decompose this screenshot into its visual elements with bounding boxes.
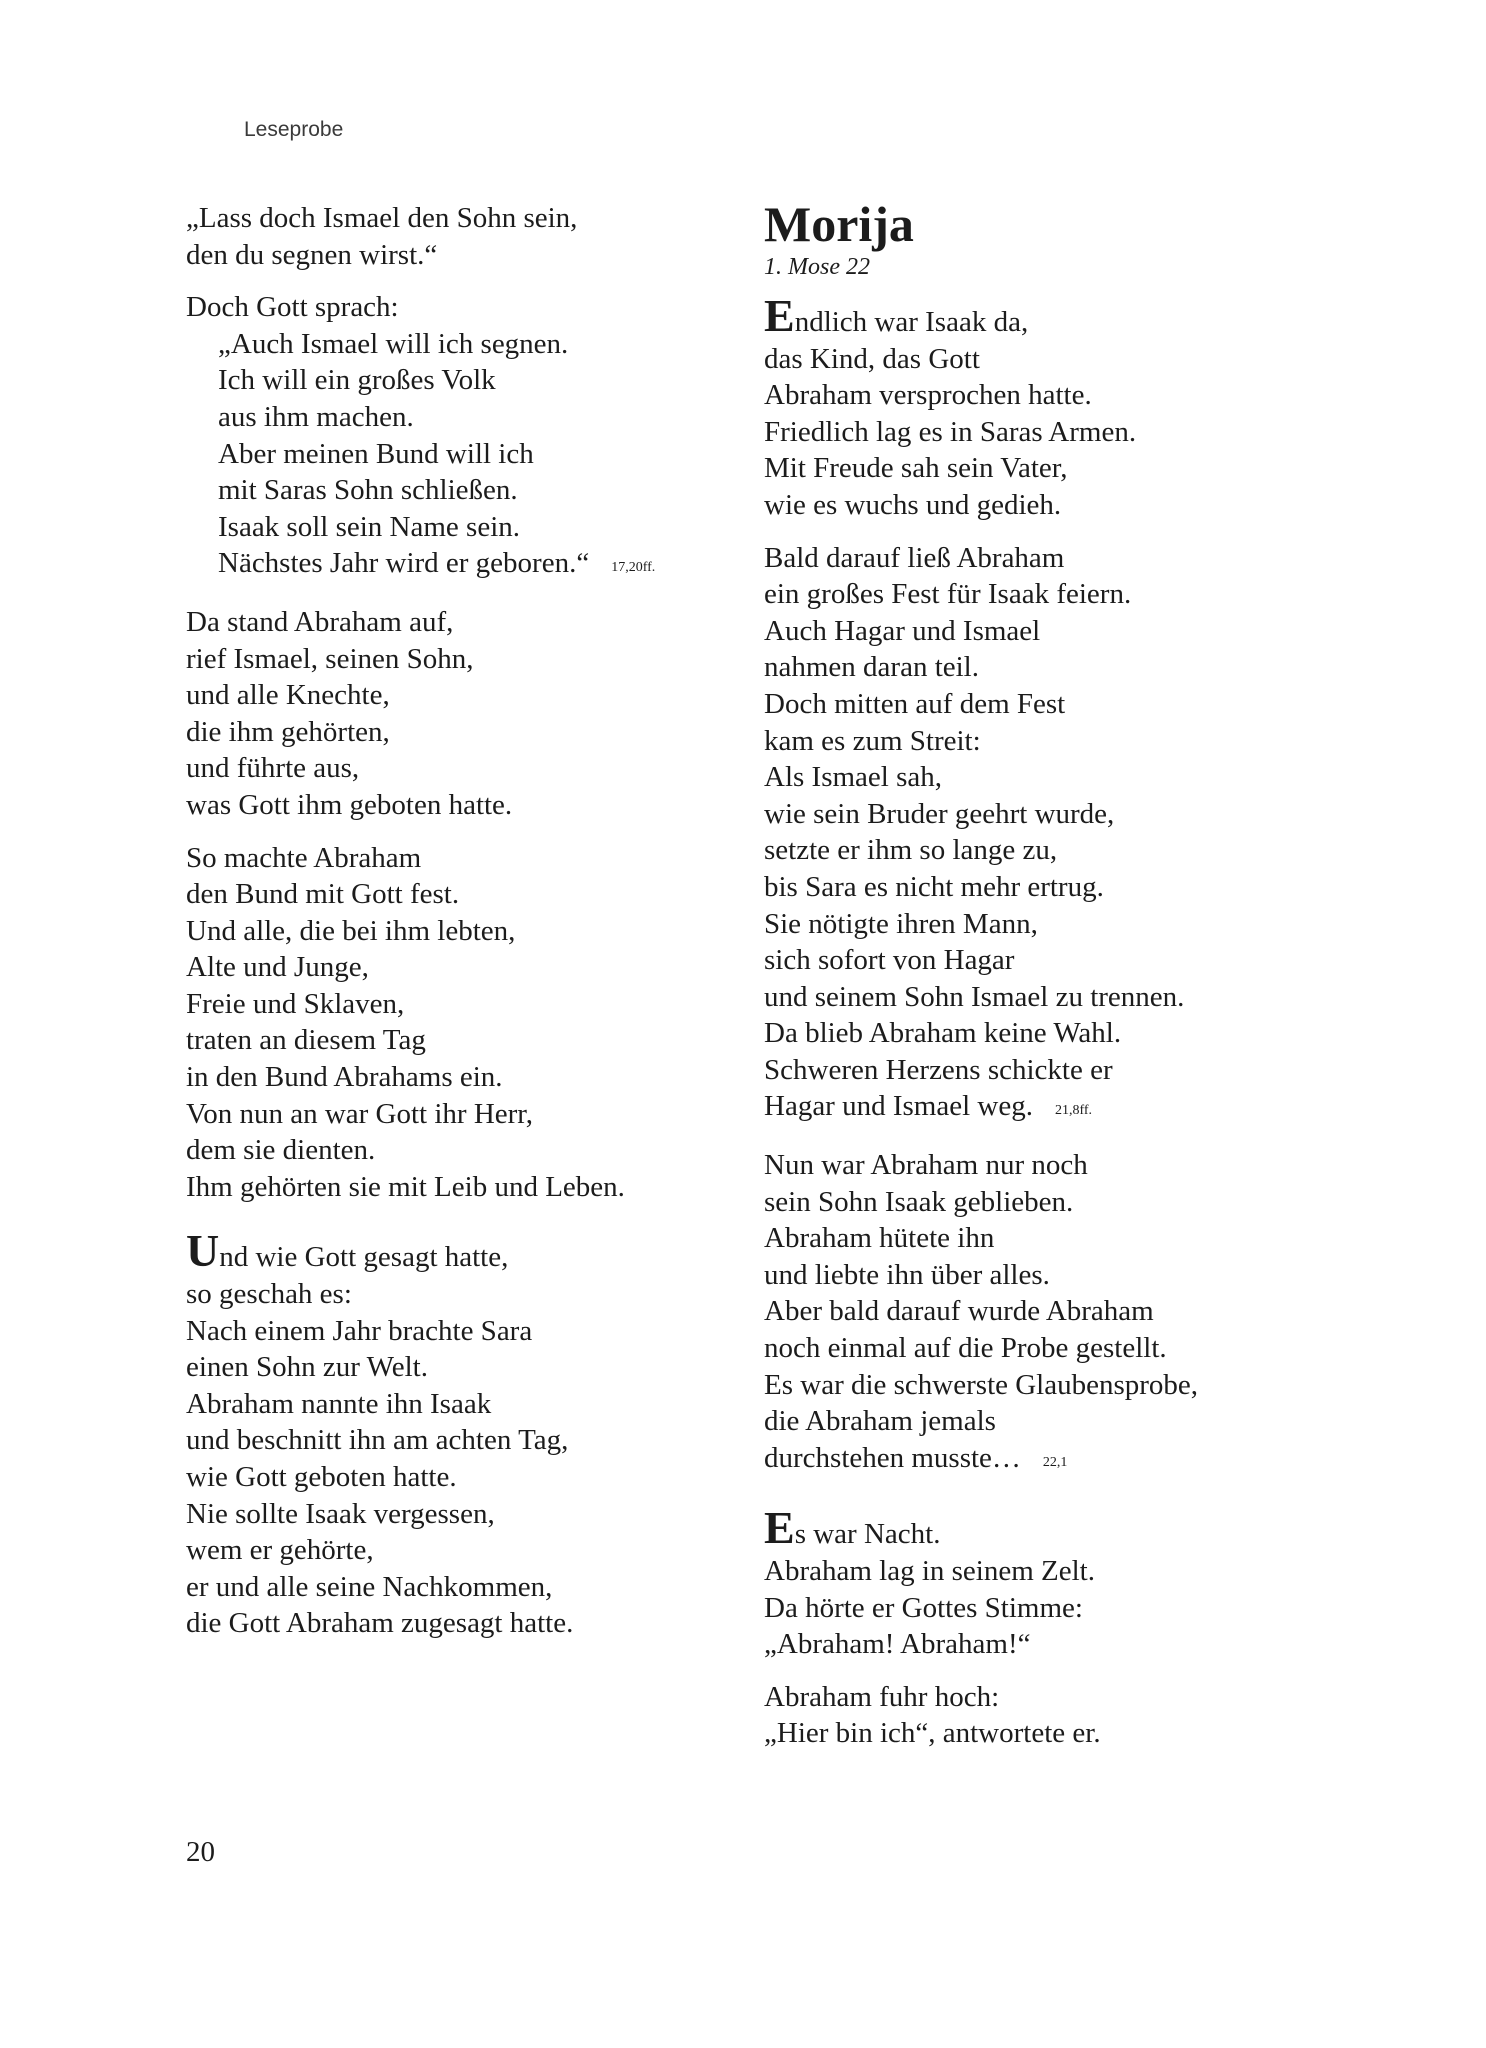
text-line: den du segnen wirst.“: [186, 238, 438, 271]
text-line: [764, 1440, 1324, 1483]
text-line: [764, 1088, 1324, 1131]
text-line: Nie sollte Isaak vergessen,: [186, 1497, 495, 1530]
text-line: „Abraham! Abraham!“: [764, 1628, 1031, 1661]
text-line-content: durchstehen musste…: [764, 1441, 1021, 1474]
text-line: Aber meinen Bund will ich: [218, 437, 534, 470]
text-line: „Hier bin ich“, antwortete er.: [764, 1717, 1101, 1750]
text-line: Von nun an war Gott ihr Herr,: [186, 1097, 534, 1130]
text-line: Ihm gehörten sie mit Leib und Leben.: [186, 1170, 625, 1203]
text-line: Schweren Herzens schickte er: [764, 1053, 1113, 1086]
text-line: Bald darauf ließ Abraham: [764, 541, 1065, 574]
text-line: die ihm gehörten,: [186, 715, 390, 748]
stanza: [764, 540, 1324, 1132]
text-line: wie sein Bruder geehrt wurde,: [764, 797, 1115, 830]
stanza: [186, 200, 726, 273]
text-line: Und alle, die bei ihm lebten,: [186, 914, 516, 947]
text-line: Isaak soll sein Name sein.: [218, 510, 521, 543]
drop-cap: U: [186, 1225, 220, 1277]
right-column: [764, 196, 1324, 1768]
text-line: und liebte ihn über alles.: [764, 1258, 1050, 1291]
stanza: [186, 840, 726, 1206]
text-line: und führte aus,: [186, 752, 360, 785]
text-line: und alle Knechte,: [186, 679, 390, 712]
text-line: rief Ismael, seinen Sohn,: [186, 642, 474, 675]
text-line: Da hörte er Gottes Stimme:: [764, 1591, 1083, 1624]
text-line: einen Sohn zur Welt.: [186, 1351, 428, 1384]
left-column: [186, 200, 726, 1658]
text-line: Ich will ein großes Volk: [218, 364, 496, 397]
stanza: [764, 1502, 1324, 1662]
text-line: Da blieb Abraham keine Wahl.: [764, 1017, 1122, 1050]
text-line: dem sie dienten.: [186, 1134, 376, 1167]
text-line: bis Sara es nicht mehr ertrug.: [764, 870, 1104, 903]
text-line: „Lass doch Ismael den Sohn sein,: [186, 202, 578, 234]
text-line: wem er gehörte,: [186, 1534, 374, 1567]
text-line: die Gott Abraham zugesagt hatte.: [186, 1607, 574, 1640]
text-line: er und alle seine Nachkommen,: [186, 1570, 553, 1603]
stanza: [186, 604, 726, 824]
text-line: wie es wuchs und gedieh.: [764, 488, 1062, 521]
text-line: kam es zum Streit:: [764, 724, 981, 757]
text-line: traten an diesem Tag: [186, 1024, 426, 1057]
text-line: Freie und Sklaven,: [186, 987, 405, 1020]
drop-cap: E: [764, 1502, 795, 1554]
text-line: Nach einem Jahr brachte Sara: [186, 1314, 533, 1347]
text-line: [764, 1502, 1324, 1554]
running-header: Leseprobe: [244, 118, 344, 141]
page-number: 20: [186, 1836, 215, 1868]
text-line: Abraham nannte ihn Isaak: [186, 1387, 492, 1420]
text-line: Es war die schwerste Glaubensprobe,: [764, 1368, 1199, 1401]
text-line: so geschah es:: [186, 1278, 352, 1311]
text-line: noch einmal auf die Probe gestellt.: [764, 1332, 1167, 1365]
text-line: Doch mitten auf dem Fest: [764, 687, 1066, 720]
text-line: und beschnitt ihn am achten Tag,: [186, 1424, 569, 1457]
text-line: „Auch Ismael will ich segnen.: [218, 327, 569, 360]
stanza: [764, 290, 1324, 524]
text-line: Als Ismael sah,: [764, 761, 942, 794]
text-line: [186, 1225, 726, 1277]
verse-reference: 17,20ff.: [611, 560, 656, 576]
text-line: ein großes Fest für Isaak feiern.: [764, 578, 1132, 611]
chapter-reference: 1. Mose 22: [764, 254, 870, 280]
text-line: Abraham lag in seinem Zelt.: [764, 1555, 1095, 1587]
text-line: den Bund mit Gott fest.: [186, 878, 460, 911]
verse-reference: 22,1: [1042, 1454, 1068, 1470]
text-line: was Gott ihm geboten hatte.: [186, 788, 513, 821]
stanza: [764, 1679, 1324, 1752]
stanza: [186, 1225, 726, 1642]
text-line: sich sofort von Hagar: [764, 944, 1015, 977]
text-line: Da stand Abraham auf,: [186, 605, 454, 638]
text-line: wie Gott geboten hatte.: [186, 1461, 457, 1493]
text-line: Doch Gott sprach:: [186, 291, 399, 324]
text-line: aus ihm machen.: [218, 400, 414, 433]
verse-reference: 21,8ff.: [1054, 1103, 1093, 1119]
text-line-content: nd wie Gott gesagt hatte,: [219, 1241, 509, 1274]
text-line: So machte Abraham: [186, 841, 422, 874]
text-line-content: s war Nacht.: [794, 1518, 941, 1551]
text-line: [764, 290, 1324, 341]
text-line: Abraham hütete ihn: [764, 1222, 995, 1255]
drop-cap: E: [764, 290, 795, 341]
text-line-content: Hagar und Ismael weg.: [764, 1090, 1033, 1123]
text-line-content: ndlich war Isaak da,: [794, 306, 1029, 338]
text-line: [186, 545, 726, 588]
text-line: Mit Freude sah sein Vater,: [764, 452, 1068, 485]
text-line: Alte und Junge,: [186, 951, 369, 984]
text-line: Aber bald darauf wurde Abraham: [764, 1295, 1154, 1328]
text-line: Auch Hagar und Ismael: [764, 614, 1041, 647]
text-line: Nun war Abraham nur noch: [764, 1149, 1088, 1182]
text-line-content: Nächstes Jahr wird er geboren.“: [218, 547, 590, 580]
stanza: [186, 289, 726, 588]
text-line: setzte er ihm so lange zu,: [764, 834, 1058, 867]
text-line: das Kind, das Gott: [764, 342, 980, 375]
text-line: sein Sohn Isaak geblieben.: [764, 1185, 1074, 1218]
text-line: mit Saras Sohn schließen.: [218, 474, 518, 507]
text-line: in den Bund Abrahams ein.: [186, 1061, 503, 1094]
text-line: die Abraham jemals: [764, 1405, 996, 1438]
text-line: Friedlich lag es in Saras Armen.: [764, 415, 1137, 448]
text-line: Abraham fuhr hoch:: [764, 1680, 1000, 1713]
chapter-title: Morija: [764, 196, 914, 252]
text-line: Sie nötigte ihren Mann,: [764, 907, 1038, 940]
text-line: und seinem Sohn Ismael zu trennen.: [764, 980, 1185, 1013]
stanza: [764, 1147, 1324, 1482]
text-line: Abraham versprochen hatte.: [764, 379, 1092, 412]
text-line: nahmen daran teil.: [764, 651, 979, 684]
